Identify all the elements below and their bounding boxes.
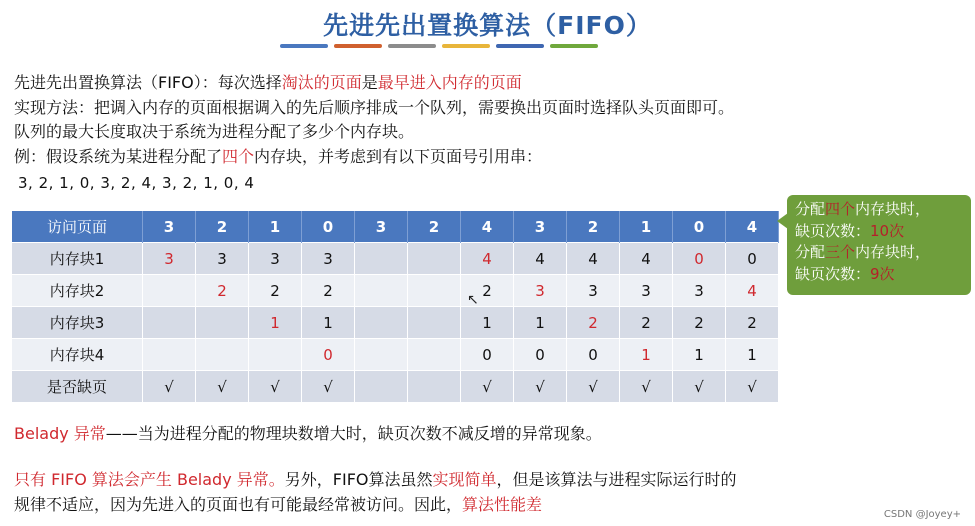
- table-cell: 2: [567, 307, 620, 339]
- table-cell: [249, 339, 302, 371]
- callout-line-2: [795, 221, 963, 243]
- intro-text: 是: [361, 73, 378, 92]
- row-label: 内存块4: [12, 339, 143, 371]
- table-cell: 0: [461, 339, 514, 371]
- table-cell: 2: [726, 307, 779, 339]
- header-page-cell: 0: [302, 211, 355, 243]
- reference-string: 3, 2, 1, 0, 3, 2, 4, 3, 2, 1, 0, 4: [18, 174, 255, 192]
- conclusion-highlight: 只有 FIFO 算法会产生 Belady 异常。: [14, 470, 285, 489]
- callout-highlight: 10次: [870, 221, 905, 240]
- table-cell: 2: [620, 307, 673, 339]
- table-cell: [143, 339, 196, 371]
- table-cell: 0: [514, 339, 567, 371]
- table-cell: 1: [726, 339, 779, 371]
- table-cell: √: [567, 371, 620, 403]
- table-cell: 0: [726, 243, 779, 275]
- table-cell: 2: [249, 275, 302, 307]
- title-underline-bar: [496, 44, 544, 48]
- header-page-cell: 4: [461, 211, 514, 243]
- table-cell: 1: [514, 307, 567, 339]
- table-cell: [196, 307, 249, 339]
- callout-text: 分配: [795, 200, 826, 218]
- table-cell: 1: [620, 339, 673, 371]
- callout-line-4: [795, 264, 963, 286]
- conclusion-line-1: [14, 469, 737, 491]
- conclusion-text: ，但是该算法与进程实际运行时的: [496, 470, 737, 489]
- table-cell: [355, 307, 408, 339]
- table-header-row: [12, 211, 779, 243]
- table-cell: 4: [514, 243, 567, 275]
- table-cell: [355, 371, 408, 403]
- conclusion-text: 规律不适应，因为先进入的页面也有可能最经常被访问。因此，: [14, 495, 463, 514]
- header-page-cell: 3: [143, 211, 196, 243]
- table-cell: √: [461, 371, 514, 403]
- intro-highlight: 淘汰的页面: [281, 73, 362, 92]
- title-underline-bar: [280, 44, 328, 48]
- table-cell: 0: [302, 339, 355, 371]
- table-cell: √: [514, 371, 567, 403]
- table-cell: 4: [726, 275, 779, 307]
- header-label: 访问页面: [12, 211, 143, 243]
- table-cell: √: [726, 371, 779, 403]
- table-row: [12, 371, 779, 403]
- intro-highlight: 四个: [222, 147, 255, 166]
- row-label: 内存块2: [12, 275, 143, 307]
- row-label: 是否缺页: [12, 371, 143, 403]
- table-row: [12, 307, 779, 339]
- callout-highlight: 四个: [825, 200, 856, 218]
- page-fault-callout: [787, 195, 971, 295]
- table-cell: 3: [673, 275, 726, 307]
- row-label: 内存块3: [12, 307, 143, 339]
- table-cell: [408, 243, 461, 275]
- belady-definition: [14, 423, 602, 445]
- table-cell: [408, 307, 461, 339]
- title-underline-bar: [442, 44, 490, 48]
- title-underline-bar: [388, 44, 436, 48]
- table-cell: 1: [302, 307, 355, 339]
- mouse-pointer-icon: ↖: [467, 292, 479, 308]
- header-page-cell: 2: [408, 211, 461, 243]
- intro-text: 内存块，并考虑到有以下页面号引用串：: [254, 147, 543, 166]
- watermark: CSDN @Joyey+: [883, 509, 961, 520]
- intro-highlight: 最早进入内存的页面: [377, 73, 522, 92]
- table-cell: 2: [302, 275, 355, 307]
- callout-text: 内存块时，: [855, 243, 931, 261]
- table-cell: √: [673, 371, 726, 403]
- header-page-cell: 4: [726, 211, 779, 243]
- table-cell: 2: [461, 275, 514, 307]
- table-cell: [408, 371, 461, 403]
- page-title: 先进先出置换算法（FIFO）: [323, 11, 652, 40]
- header-page-cell: 0: [673, 211, 726, 243]
- callout-text: 缺页次数：: [795, 221, 871, 240]
- conclusion-highlight: 算法性能差: [462, 495, 543, 514]
- table-cell: 4: [620, 243, 673, 275]
- table-cell: √: [143, 371, 196, 403]
- table-cell: 1: [249, 307, 302, 339]
- table-cell: [143, 275, 196, 307]
- intro-example: [14, 146, 542, 168]
- table-cell: [408, 339, 461, 371]
- callout-line-3: [795, 242, 963, 264]
- table-cell: [143, 307, 196, 339]
- table-cell: 3: [514, 275, 567, 307]
- header-page-cell: 3: [355, 211, 408, 243]
- table-row: [12, 339, 779, 371]
- table-cell: 2: [196, 275, 249, 307]
- table-row: [12, 275, 779, 307]
- callout-text: 内存块时，: [855, 200, 931, 218]
- title-underline-bars: [280, 44, 598, 48]
- conclusion-highlight: 实现简单: [432, 470, 497, 489]
- table-cell: √: [196, 371, 249, 403]
- table-cell: 3: [249, 243, 302, 275]
- table-cell: [355, 339, 408, 371]
- table-cell: 2: [673, 307, 726, 339]
- table-cell: 0: [673, 243, 726, 275]
- table-cell: 3: [302, 243, 355, 275]
- callout-highlight: 9次: [870, 264, 895, 283]
- table-cell: 3: [143, 243, 196, 275]
- table-cell: 3: [196, 243, 249, 275]
- callout-line-1: [795, 199, 963, 221]
- conclusion-text: 另外，FIFO算法虽然: [284, 470, 433, 489]
- intro-queue-length: 队列的最大长度取决于系统为进程分配了多少个内存块。: [14, 122, 415, 141]
- fifo-table: [12, 211, 779, 402]
- table-cell: √: [302, 371, 355, 403]
- belady-text: ——当为进程分配的物理块数增大时，缺页次数不减反增的异常现象。: [105, 424, 602, 443]
- table-cell: 4: [461, 243, 514, 275]
- table-cell: [355, 275, 408, 307]
- table-cell: [196, 339, 249, 371]
- table-cell: 0: [567, 339, 620, 371]
- intro-definition: [14, 72, 522, 94]
- callout-text: 分配: [795, 243, 826, 261]
- table-cell: √: [620, 371, 673, 403]
- table-cell: √: [249, 371, 302, 403]
- title-underline-bar: [334, 44, 382, 48]
- table-cell: [408, 275, 461, 307]
- callout-text: 缺页次数：: [795, 264, 871, 283]
- header-page-cell: 1: [249, 211, 302, 243]
- table-cell: 1: [461, 307, 514, 339]
- intro-method: 实现方法：把调入内存的页面根据调入的先后顺序排成一个队列，需要换出页面时选择队头页面即可。: [14, 98, 735, 117]
- intro-text: 先进先出置换算法（FIFO）：每次选择: [14, 73, 282, 92]
- table-cell: 4: [567, 243, 620, 275]
- table-cell: 3: [620, 275, 673, 307]
- table-cell: [355, 243, 408, 275]
- header-page-cell: 2: [567, 211, 620, 243]
- belady-term: Belady 异常: [14, 424, 106, 443]
- table-cell: 3: [567, 275, 620, 307]
- callout-highlight: 三个: [825, 243, 856, 261]
- table-cell: 1: [673, 339, 726, 371]
- title-underline-bar: [550, 44, 598, 48]
- row-label: 内存块1: [12, 243, 143, 275]
- table-row: [12, 243, 779, 275]
- conclusion-line-2: [14, 494, 542, 516]
- header-page-cell: 1: [620, 211, 673, 243]
- intro-text: 例：假设系统为某进程分配了: [14, 147, 223, 166]
- header-page-cell: 2: [196, 211, 249, 243]
- header-page-cell: 3: [514, 211, 567, 243]
